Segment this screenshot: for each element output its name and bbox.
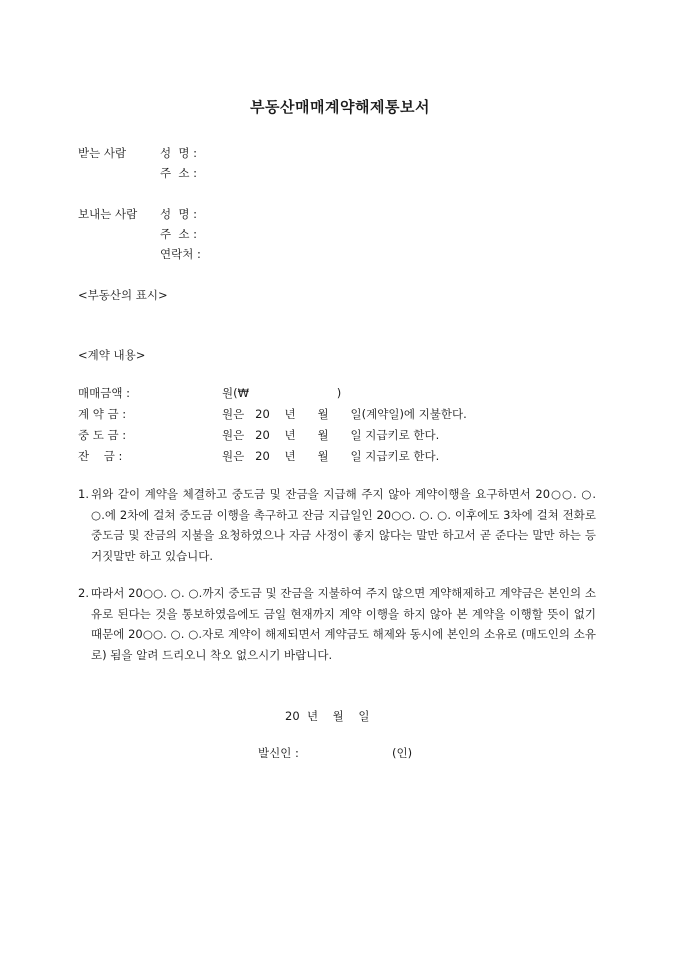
contract-item-label: 계 약 금 : xyxy=(78,407,127,421)
recipient-address-label: 주 소 : xyxy=(160,166,198,180)
paragraph-text: 위와 같이 계약을 체결하고 중도금 및 잔금을 지급해 주지 않아 계약이행을 요구하면서 20○○. ○. ○.에 2차에 걸쳐 중도금 이행을 촉구하고 잔금 지급일인 20○○. ○. ○. 이후에도 3차에 걸쳐 전화로 중도금 및 잔금의 지불을 요청하였으나 자금 사정이 좋지 않다는 말만 하고서 곧 준다는 말만 하는 등 거짓말만 하고 있습니다. xyxy=(91,487,596,563)
contract-item-value: 원(₩ ) xyxy=(222,386,342,400)
recipient-label: 받는 사람 xyxy=(78,146,127,160)
paragraph xyxy=(78,484,596,566)
contract-section-heading: <계약 내용> xyxy=(78,348,146,362)
recipient-name-label: 성 명 : xyxy=(160,146,198,160)
date-line: 20 년 월 일 xyxy=(285,709,370,723)
contract-item-value: 원은 20 년 월 일(계약일)에 지불한다. xyxy=(222,407,467,421)
paragraph xyxy=(78,583,596,665)
paragraph-number: 2. xyxy=(78,586,89,600)
contract-item-value: 원은 20 년 월 일 지급키로 한다. xyxy=(222,449,440,463)
contract-item-label: 중 도 금 : xyxy=(78,428,127,442)
paragraph-text: 따라서 20○○. ○. ○.까지 중도금 및 잔금을 지불하여 주지 않으면 계약해제하고 계약금은 본인의 소유로 된다는 것을 통보하였음에도 금일 현재까지 계약 이행을 하지 않아 본 계약을 이행할 뜻이 없기 때문에 20○○. ○. ○.자로 계약이 해제되면서 계약금도 해제와 동시에 본인의 소유로 (매도인의 소유로) 됨을 알려 드리오니 착오 없으시기 바랍니다. xyxy=(91,586,596,662)
sender-label: 보내는 사람 xyxy=(78,207,138,221)
property-section-heading: <부동산의 표시> xyxy=(78,288,168,302)
signer-label: 발신인 : xyxy=(258,746,299,760)
document-title: 부동산매매계약해제통보서 xyxy=(250,98,430,116)
paragraph-number: 1. xyxy=(78,487,89,501)
contract-item-label: 매매금액 : xyxy=(78,386,130,400)
sender-name-label: 성 명 : xyxy=(160,207,198,221)
sender-contact-label: 연락처 : xyxy=(160,247,201,261)
contract-item-value: 원은 20 년 월 일 지급키로 한다. xyxy=(222,428,440,442)
signer-seal: (인) xyxy=(392,746,413,760)
sender-address-label: 주 소 : xyxy=(160,227,198,241)
contract-item-label: 잔 금 : xyxy=(78,449,123,463)
